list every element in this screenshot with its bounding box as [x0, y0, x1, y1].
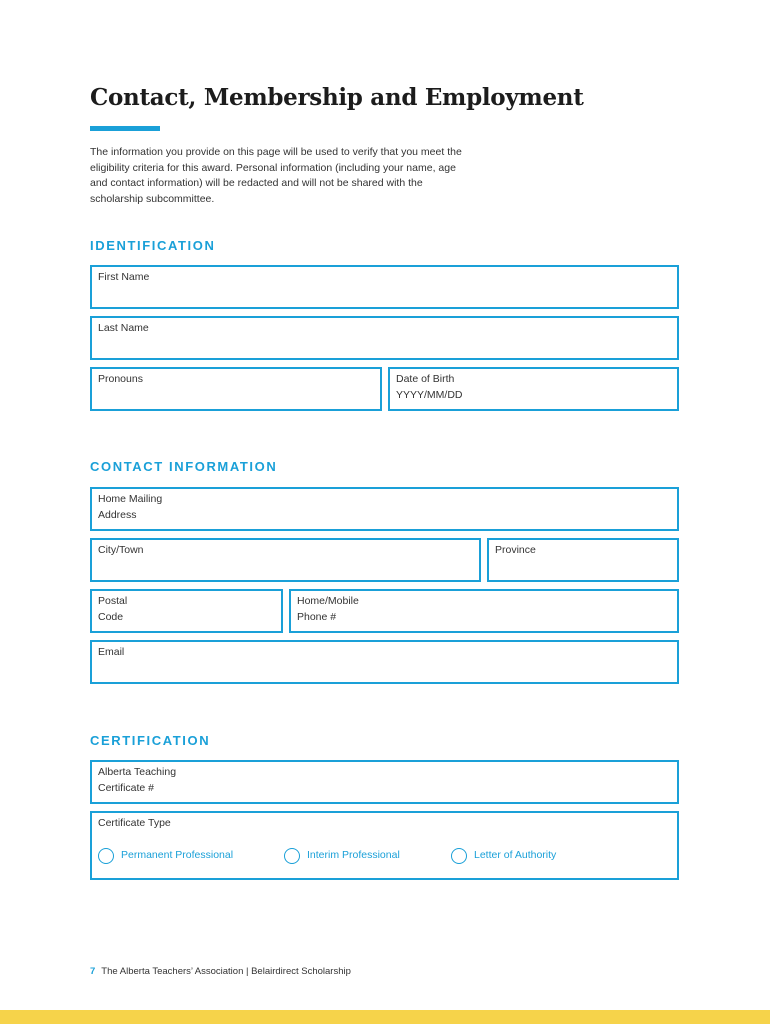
- section-heading-certification: CERTIFICATION: [90, 733, 211, 748]
- certificate-number-label: Alberta Teaching Certificate #: [98, 766, 177, 794]
- last-name-label: Last Name: [98, 322, 149, 334]
- phone-label: Home/Mobile Phone #: [297, 595, 359, 623]
- radio-label-interim-professional: Interim Professional: [307, 849, 400, 862]
- footer-text: The Alberta Teachers’ Association | Belairdirect Scholarship: [101, 966, 351, 977]
- radio-circle-icon[interactable]: [451, 848, 467, 864]
- radio-interim-professional[interactable]: [284, 848, 400, 864]
- email-field[interactable]: [90, 640, 679, 684]
- radio-circle-icon[interactable]: [284, 848, 300, 864]
- radio-permanent-professional[interactable]: [98, 848, 233, 864]
- certificate-number-field[interactable]: [90, 760, 679, 804]
- radio-label-permanent-professional: Permanent Professional: [121, 849, 234, 862]
- page-number: 7: [90, 966, 96, 977]
- date-of-birth-format: YYYY/MM/DD: [396, 388, 463, 401]
- postal-code-label: Postal Code: [98, 595, 128, 623]
- pronouns-field[interactable]: [90, 367, 382, 411]
- city-town-field[interactable]: [90, 538, 481, 582]
- certificate-type-options: [98, 848, 671, 868]
- province-label: Province: [495, 544, 536, 556]
- footer-color-bar: [0, 1010, 770, 1024]
- intro-paragraph: The information you provide on this page will be used to verify that you meet the eligibility criteria for this award. Personal information (including your name, age and contact information) will be redacted and will not be shared with the scholarship subcommittee.: [90, 146, 462, 205]
- mailing-address-field[interactable]: [90, 487, 679, 531]
- date-of-birth-label: Date of Birth: [396, 373, 455, 385]
- last-name-field[interactable]: [90, 316, 679, 360]
- mailing-address-label: Home Mailing Address: [98, 493, 163, 521]
- radio-letter-of-authority[interactable]: [451, 848, 556, 864]
- email-label: Email: [98, 646, 125, 658]
- certificate-type-label: Certificate Type: [98, 817, 171, 829]
- date-of-birth-field[interactable]: [388, 367, 679, 411]
- radio-label-letter-of-authority: Letter of Authority: [474, 849, 557, 862]
- first-name-field[interactable]: [90, 265, 679, 309]
- page-footer: [90, 966, 351, 977]
- title-underline: [90, 126, 160, 131]
- page-title: Contact, Membership and Employment: [90, 84, 584, 111]
- postal-code-field[interactable]: [90, 589, 283, 633]
- province-field[interactable]: [487, 538, 679, 582]
- city-town-label: City/Town: [98, 544, 144, 556]
- certificate-type-group: [90, 811, 679, 880]
- first-name-label: First Name: [98, 271, 150, 283]
- section-heading-identification: IDENTIFICATION: [90, 238, 216, 253]
- section-heading-contact-information: CONTACT INFORMATION: [90, 459, 278, 474]
- radio-circle-icon[interactable]: [98, 848, 114, 864]
- phone-field[interactable]: [289, 589, 679, 633]
- pronouns-label: Pronouns: [98, 373, 143, 385]
